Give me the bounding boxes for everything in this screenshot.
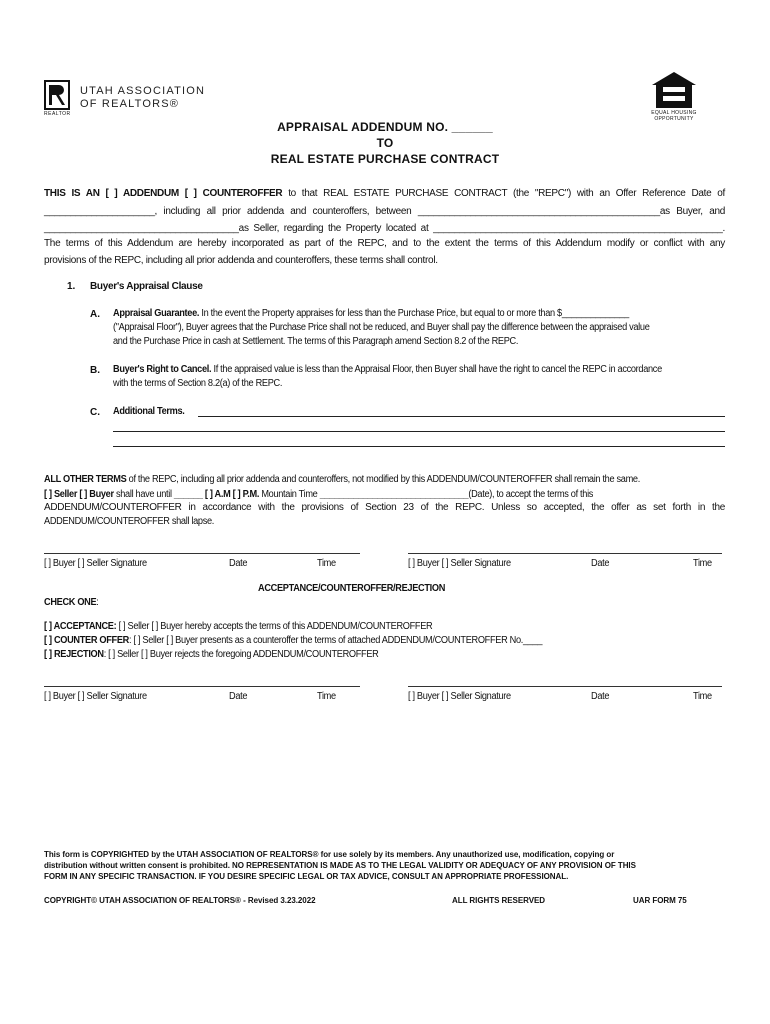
clause-a-line-2: ("Appraisal Floor"), Buyer agrees that the Purchase Price shall not be reduced, and Buyer shall pay the difference between the appraised value (113, 322, 650, 333)
clause-a-line-1: Appraisal Guarantee. In the event the Property appraises for less than the Purchase Price, but equal to or more than $______________ (113, 308, 629, 319)
realtor-r-icon (44, 80, 70, 110)
realtor-mark-text: REALTOR (44, 111, 71, 117)
clause-a-letter: A. (90, 309, 100, 320)
additional-terms-line-1[interactable] (198, 416, 725, 417)
section-1-heading: Buyer's Appraisal Clause (90, 281, 203, 292)
counteroffer-option[interactable]: [ ] COUNTER OFFER: [ ] Seller [ ] Buyer presents as a counteroffer the terms of attached ADDENDUM/COUNTEROFFER No.____ (44, 635, 543, 646)
intro-line-3[interactable]: _____________________________________as Seller, regarding the Property located at _______________________________________________________. (44, 223, 725, 234)
seller-buyer-checkboxes[interactable]: [ ] Seller [ ] Buyer (44, 489, 114, 500)
intro-line-1: THIS IS AN [ ] ADDENDUM [ ] COUNTEROFFER to that REAL ESTATE PURCHASE CONTRACT (the "REPC") with an Offer Reference Date of (44, 188, 725, 199)
clause-b-letter: B. (90, 365, 100, 376)
copyright-notice: This form is COPYRIGHTED by the UTAH ASSOCIATION OF REALTORS® for use solely by its members. Any unauthorized use, modification, copying or distribution without written consent is prohibited. NO REPRESENTATION IS MADE AS TO THE LEGAL VALIDITY OR ADEQUACY OF ANY PROVISION OF THIS FORM IN ANY SPECIFIC TRANSACTION. IF YOU DESIRE SPECIFIC LEGAL OR TAX ADVICE, CONSULT AN APPROPRIATE PROFESSIONAL. (44, 850, 636, 881)
additional-terms-line-2[interactable] (113, 431, 725, 432)
copyright-line: COPYRIGHT© UTAH ASSOCIATION OF REALTORS® - Revised 3.23.2022 (44, 896, 316, 905)
addendum-counteroffer-checkboxes[interactable]: THIS IS AN [ ] ADDENDUM [ ] COUNTEROFFER (44, 188, 283, 199)
signature-date-left-1: Date (229, 558, 248, 569)
signature-time-right-1: Time (693, 558, 712, 569)
equal-housing-label: EQUAL HOUSING OPPORTUNITY (651, 110, 697, 122)
signature-date-left-2: Date (229, 691, 248, 702)
contract-title: REAL ESTATE PURCHASE CONTRACT (270, 152, 500, 166)
acceptance-heading: ACCEPTANCE/COUNTEROFFER/REJECTION (258, 583, 446, 594)
equal-housing-logo (646, 70, 702, 122)
signature-line-right-2[interactable] (408, 686, 722, 687)
title-to: TO (376, 136, 394, 150)
intro-line-5: provisions of the REPC, including all prior addenda and counteroffers, these terms shall control. (44, 255, 438, 266)
org-name-line1: UTAH ASSOCIATION (80, 85, 206, 97)
signature-role-left-1: [ ] Buyer [ ] Seller Signature (44, 558, 147, 569)
intro-line-4: The terms of this Addendum are hereby incorporated as part of the REPC, and to the extent the terms of this Addendum modify or conflict with any (44, 238, 725, 249)
clause-b-line-2: with the terms of Section 8.2(a) of the REPC. (113, 378, 283, 389)
signature-date-right-1: Date (591, 558, 610, 569)
time-ampm-field[interactable]: ______ [ ] A.M [ ] P.M. (173, 489, 260, 500)
signature-line-right-1[interactable] (408, 553, 722, 554)
other-terms-line-1: ALL OTHER TERMS of the REPC, including all prior addenda and counteroffers, not modified by this ADDENDUM/COUNTEROFFER shall remain the same. (44, 474, 640, 485)
acceptance-option[interactable]: [ ] ACCEPTANCE: [ ] Seller [ ] Buyer hereby accepts the terms of this ADDENDUM/COUNTEROFFER (44, 621, 433, 632)
clause-b-line-1: Buyer's Right to Cancel. If the appraised value is less than the Appraisal Floor, then Buyer shall have the right to cancel the REPC in accordance (113, 364, 662, 375)
additional-terms-line-3[interactable] (113, 446, 725, 447)
signature-role-left-2: [ ] Buyer [ ] Seller Signature (44, 691, 147, 702)
other-terms-line-3: ADDENDUM/COUNTEROFFER in accordance with the provisions of Section 23 of the REPC. Unless so accepted, the offer as set forth in the (44, 502, 725, 513)
signature-role-right-2: [ ] Buyer [ ] Seller Signature (408, 691, 511, 702)
other-terms-line-4: ADDENDUM/COUNTEROFFER shall lapse. (44, 516, 215, 527)
signature-line-left-2[interactable] (44, 686, 360, 687)
rejection-option[interactable]: [ ] REJECTION: [ ] Seller [ ] Buyer rejects the foregoing ADDENDUM/COUNTEROFFER (44, 649, 379, 660)
signature-time-left-2: Time (317, 691, 336, 702)
uar-logo (44, 80, 214, 118)
signature-line-left-1[interactable] (44, 553, 360, 554)
section-1-number: 1. (67, 281, 76, 292)
clause-c-letter: C. (90, 407, 100, 418)
intro-line-2[interactable]: _____________________, including all prior addenda and counteroffers, between ______________________________________________as Buyer, and (44, 206, 725, 217)
addendum-title: APPRAISAL ADDENDUM NO. ______ (277, 120, 493, 134)
clause-a-line-3: and the Purchase Price in cash at Settlement. The terms of this Paragraph amend Section 8.2 of the REPC. (113, 336, 519, 347)
clause-c-title: Additional Terms. (113, 406, 185, 417)
signature-role-right-1: [ ] Buyer [ ] Seller Signature (408, 558, 511, 569)
signature-time-right-2: Time (693, 691, 712, 702)
deadline-date-field[interactable]: _______________________________ (319, 489, 469, 500)
other-terms-line-2: [ ] Seller [ ] Buyer shall have until ______ [ ] A.M [ ] P.M. Mountain Time _______________________________(Date), to accept the terms of this (44, 489, 594, 500)
all-rights-reserved: ALL RIGHTS RESERVED (452, 896, 545, 905)
signature-date-right-2: Date (591, 691, 610, 702)
org-name-line2: OF REALTORS® (80, 98, 180, 110)
equal-housing-icon (648, 70, 700, 110)
form-number: UAR FORM 75 (633, 896, 687, 905)
check-one-label: CHECK ONE: (44, 597, 99, 608)
signature-time-left-1: Time (317, 558, 336, 569)
